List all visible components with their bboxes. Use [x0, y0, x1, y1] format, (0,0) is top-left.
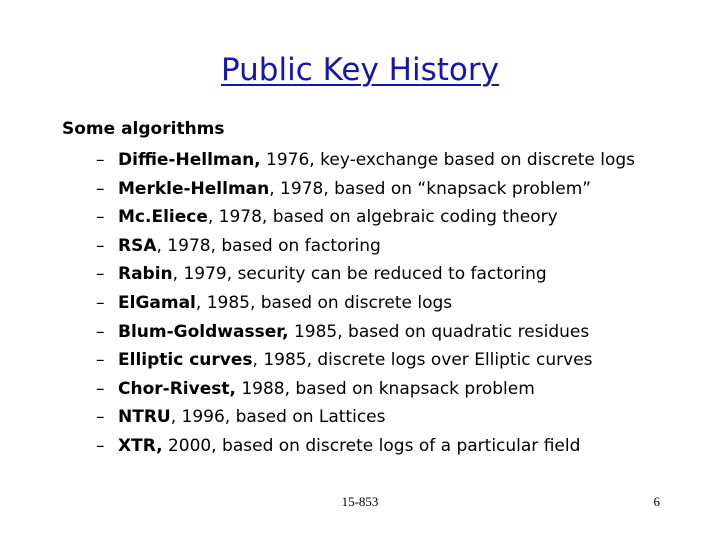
list-item	[96, 403, 635, 432]
slide-title: Public Key History	[221, 52, 499, 88]
algorithm-name: Diffie-Hellman,	[118, 150, 261, 170]
bullet-dash: –	[96, 207, 105, 228]
algorithm-detail: 2000, based on discrete logs of a particular field	[162, 435, 581, 456]
list-item	[96, 175, 635, 204]
algorithm-detail: , 1985, based on discrete logs	[195, 292, 453, 313]
bullet-dash: –	[96, 235, 105, 256]
list-item	[96, 318, 635, 347]
list-item	[96, 203, 635, 232]
algorithm-detail: 1988, based on knapsack problem	[235, 378, 535, 399]
list-item	[96, 146, 635, 175]
algorithm-name: Rabin	[118, 264, 173, 285]
algorithm-detail: , 1978, based on algebraic coding theory	[207, 207, 558, 228]
algorithm-detail: 1985, based on quadratic residues	[288, 321, 590, 342]
algorithm-list	[96, 146, 635, 461]
algorithm-detail: 1976, key-exchange based on discrete logs	[260, 150, 635, 170]
bullet-dash: –	[96, 378, 105, 399]
algorithm-name: Mc.Eliece	[118, 207, 208, 228]
algorithm-name: Elliptic curves	[118, 350, 253, 371]
algorithm-name: Blum-Goldwasser,	[118, 321, 289, 342]
bullet-dash: –	[96, 264, 105, 285]
algorithm-detail: , 1979, security can be reduced to factoring	[172, 264, 547, 285]
bullet-dash: –	[96, 407, 105, 428]
bullet-dash: –	[96, 321, 105, 342]
list-item	[96, 346, 635, 375]
list-item	[96, 260, 635, 289]
list-item	[96, 375, 635, 404]
bullet-dash: –	[96, 350, 105, 371]
footer-course-number: 15-853	[341, 494, 379, 509]
algorithm-detail: , 1978, based on factoring	[156, 235, 381, 256]
algorithm-detail: , 1996, based on Lattices	[170, 407, 386, 428]
bullet-dash: –	[96, 435, 105, 456]
algorithm-name: Merkle-Hellman	[118, 178, 270, 199]
list-item	[96, 289, 635, 318]
list-heading: Some algorithms	[62, 119, 225, 139]
algorithm-detail: , 1985, discrete logs over Elliptic curves	[252, 350, 593, 371]
algorithm-name: RSA	[118, 235, 157, 256]
algorithm-name: Chor-Rivest,	[118, 378, 236, 399]
list-item	[96, 232, 635, 261]
algorithm-name: ElGamal	[118, 292, 196, 313]
page-number: 6	[653, 494, 660, 509]
algorithm-name: NTRU	[118, 407, 171, 428]
algorithm-name: XTR,	[118, 435, 163, 456]
bullet-dash: –	[96, 292, 105, 313]
bullet-dash: –	[96, 178, 105, 199]
list-item	[96, 432, 635, 461]
algorithm-detail: , 1978, based on “knapsack problem”	[269, 178, 592, 199]
bullet-dash: –	[96, 150, 105, 170]
